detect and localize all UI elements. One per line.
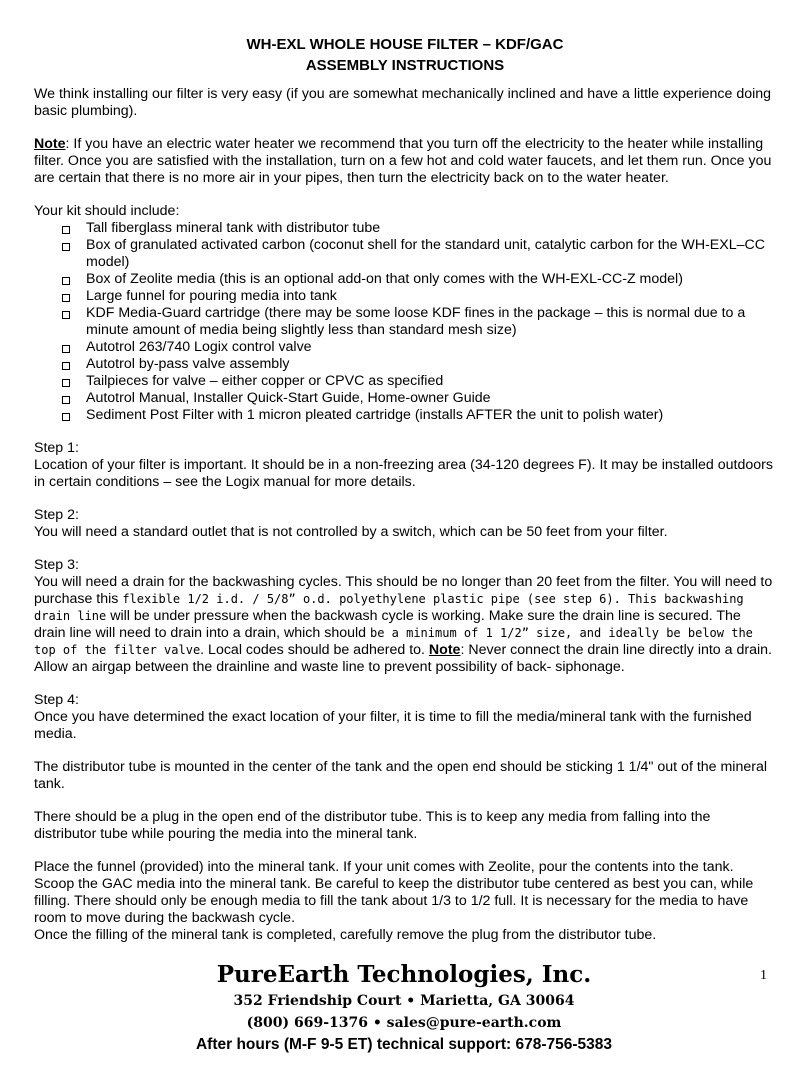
list-item: Large funnel for pouring media into tank — [86, 288, 776, 305]
note-label: Note — [34, 136, 66, 152]
page-number: 1 — [760, 968, 767, 983]
list-item: Autotrol by-pass valve assembly — [86, 356, 776, 373]
step-4-paragraph-2: The distributor tube is mounted in the center of the tank and the open end should be sticking 1 1/4" out of the mineral tank. — [34, 759, 768, 792]
title-line-1: WH-EXL WHOLE HOUSE FILTER – KDF/GAC — [246, 36, 564, 53]
checkbox-bullet-icon — [62, 362, 70, 370]
step-4-paragraph-4: Place the funnel (provided) into the mineral tank. If your unit comes with Zeolite, pour the contents into the tank. Scoop the GAC media into the mineral tank. Be careful to keep the distributor tube centered as best you can, while filling. There should only be enough media to fill the tank about 1/3 to 1/2 full. It is necessary for the media to have room to move during the backwash cycle. — [34, 859, 754, 926]
step-1-heading: Step 1: — [34, 440, 79, 456]
after-hours-support: After hours (M-F 9-5 ET) technical support: 678-756-5383 — [195, 1036, 612, 1053]
list-item: Box of granulated activated carbon (coconut shell for the standard unit, catalytic carbon for the WH-EXL–CC model) — [86, 237, 776, 271]
list-item: KDF Media-Guard cartridge (there may be some loose KDF fines in the package – this is normal due to a minute amount of media being slightly less than standard mesh size) — [86, 305, 776, 339]
checkbox-bullet-icon — [62, 345, 70, 353]
checkbox-bullet-icon — [62, 379, 70, 387]
footer — [0, 960, 808, 1056]
note-text: : If you have an electric water heater we recommend that you turn off the electricity to the heater while installing filter. Once you are satisfied with the installation, turn on a few hot and cold water faucets, and let them run. Once you are certain that there is no more air in your pipes, then turn the electricity back on to the water heater. — [34, 136, 772, 186]
checkbox-bullet-icon — [62, 311, 70, 319]
step-4-paragraph-3: There should be a plug in the open end of the distributor tube. This is to keep any media from falling into the distributor tube while pouring the media into the mineral tank. — [34, 809, 711, 842]
kit-list — [34, 220, 776, 424]
step-3 — [34, 557, 776, 676]
step-4 — [34, 692, 776, 944]
list-item: Autotrol Manual, Installer Quick-Start Guide, Home-owner Guide — [86, 390, 776, 407]
step-4-heading: Step 4: — [34, 692, 79, 708]
step-2 — [34, 507, 776, 541]
title-line-2: ASSEMBLY INSTRUCTIONS — [305, 57, 505, 74]
company-contact: (800) 669-1376 • sales@pure-earth.com — [246, 1015, 562, 1031]
checkbox-bullet-icon — [62, 294, 70, 302]
checkbox-bullet-icon — [62, 396, 70, 404]
step-4-paragraph-1: Once you have determined the exact location of your filter, it is time to fill the media/mineral tank with the furnished media. — [34, 709, 752, 742]
step-3-text: You will need a drain for the backwashing cycles. This should be no longer than 20 feet from the filter. You will need to purchase this flexible 1/2 i.d. / 5/8” o.d. polyethylene plastic pipe (see step 6). This backwashing drain line will be under pressure when the backwash cycle is working. Make sure the drain line is secured. The drain line will need to drain into a drain, which should be a minimum of 1 1/2” size, and ideally be below the top of the filter valve. Local codes should be adhered to. Note: Never connect the drain line directly into a drain. Allow an airgap between the drainline and waste line to prevent possibility of back- siphonage. — [34, 574, 773, 675]
note-paragraph — [34, 136, 776, 187]
checkbox-bullet-icon — [62, 277, 70, 285]
step-2-heading: Step 2: — [34, 507, 79, 523]
list-item: Tailpieces for valve – either copper or CPVC as specified — [86, 373, 776, 390]
step-3-heading: Step 3: — [34, 557, 79, 573]
list-item: Sediment Post Filter with 1 micron pleated cartridge (installs AFTER the unit to polish water) — [86, 407, 776, 424]
step-3-note-label: Note — [428, 642, 461, 658]
company-address: 352 Friendship Court • Marietta, GA 30064 — [233, 993, 575, 1009]
list-item: Autotrol 263/740 Logix control valve — [86, 339, 776, 356]
document-page — [34, 34, 776, 944]
page-title — [34, 34, 776, 76]
kit-intro: Your kit should include: — [34, 203, 180, 219]
checkbox-bullet-icon — [62, 243, 70, 251]
step-1 — [34, 440, 776, 491]
checkbox-bullet-icon — [62, 226, 70, 234]
step-2-text: You will need a standard outlet that is not controlled by a switch, which can be 50 feet from your filter. — [34, 524, 668, 540]
step-1-text: Location of your filter is important. It should be in a non-freezing area (34-120 degrees F). It may be installed outdoors in certain conditions – see the Logix manual for more details. — [34, 457, 773, 490]
checkbox-bullet-icon — [62, 413, 70, 421]
step-4-paragraph-5: Once the filling of the mineral tank is completed, carefully remove the plug from the distributor tube. — [34, 927, 657, 943]
company-name: PureEarth Technologies, Inc. — [216, 961, 592, 988]
list-item: Tall fiberglass mineral tank with distributor tube — [86, 220, 776, 237]
intro-paragraph: We think installing our filter is very easy (if you are somewhat mechanically inclined and have a little experience doing basic plumbing). — [34, 86, 772, 119]
list-item: Box of Zeolite media (this is an optional add-on that only comes with the WH-EXL-CC-Z model) — [86, 271, 776, 288]
